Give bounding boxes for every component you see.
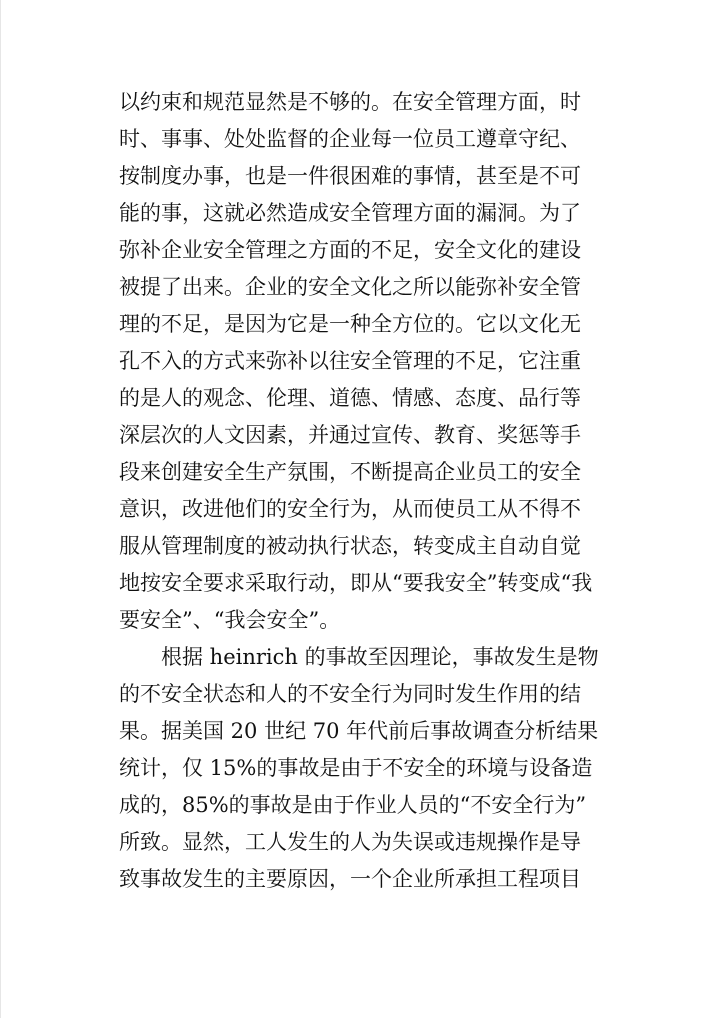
text-line: 弥补企业安全管理之方面的不足，安全文化的建设: [119, 238, 581, 262]
text-line: 意识，改进他们的安全行为，从而使员工从不得不: [119, 497, 581, 521]
text-line: 以约束和规范显然是不够的。在安全管理方面，时: [119, 90, 581, 114]
text-line: 孔不入的方式来弥补以往安全管理的不足，它注重: [119, 349, 581, 373]
text-line: 所致。显然，工人发生的人为失误或违规操作是导: [119, 830, 581, 854]
text-line: 致事故发生的主要原因，一个企业所承担工程项目: [119, 867, 581, 891]
text-line: 统计，仅 15%的事故是由于不安全的环境与设备造: [119, 756, 593, 780]
text-line: 成的，85%的事故是由于作业人员的“不安全行为”: [119, 793, 587, 817]
text-line: 的是人的观念、伦理、道德、情感、态度、品行等: [119, 386, 581, 410]
body-text: [119, 84, 607, 898]
text-line: 服从管理制度的被动执行状态，转变成主自动自觉: [119, 534, 581, 558]
text-line: 理的不足，是因为它是一种全方位的。它以文化无: [119, 312, 581, 336]
text-line: 段来创建安全生产氛围，不断提高企业员工的安全: [119, 460, 581, 484]
text-line: 深层次的人文因素，并通过宣传、教育、奖惩等手: [119, 423, 581, 447]
text-line: 时、事事、处处监督的企业每一位员工遵章守纪、: [119, 127, 581, 151]
text-line: 的不安全状态和人的不安全行为同时发生作用的结: [119, 682, 581, 706]
text-line: 被提了出来。企业的安全文化之所以能弥补安全管: [119, 275, 581, 299]
paragraph-start-line: 根据 heinrich 的事故至因理论，事故发生是物: [161, 645, 599, 669]
text-line: 要安全”、“我会安全”。: [119, 608, 341, 632]
text-line: 能的事，这就必然造成安全管理方面的漏洞。为了: [119, 201, 581, 225]
text-line: 地按安全要求采取行动，即从“要我安全”转变成“我: [119, 571, 593, 595]
text-line: 果。据美国 20 世纪 70 年代前后事故调查分析结果: [119, 719, 599, 743]
text-line: 按制度办事，也是一件很困难的事情，甚至是不可: [119, 164, 581, 188]
